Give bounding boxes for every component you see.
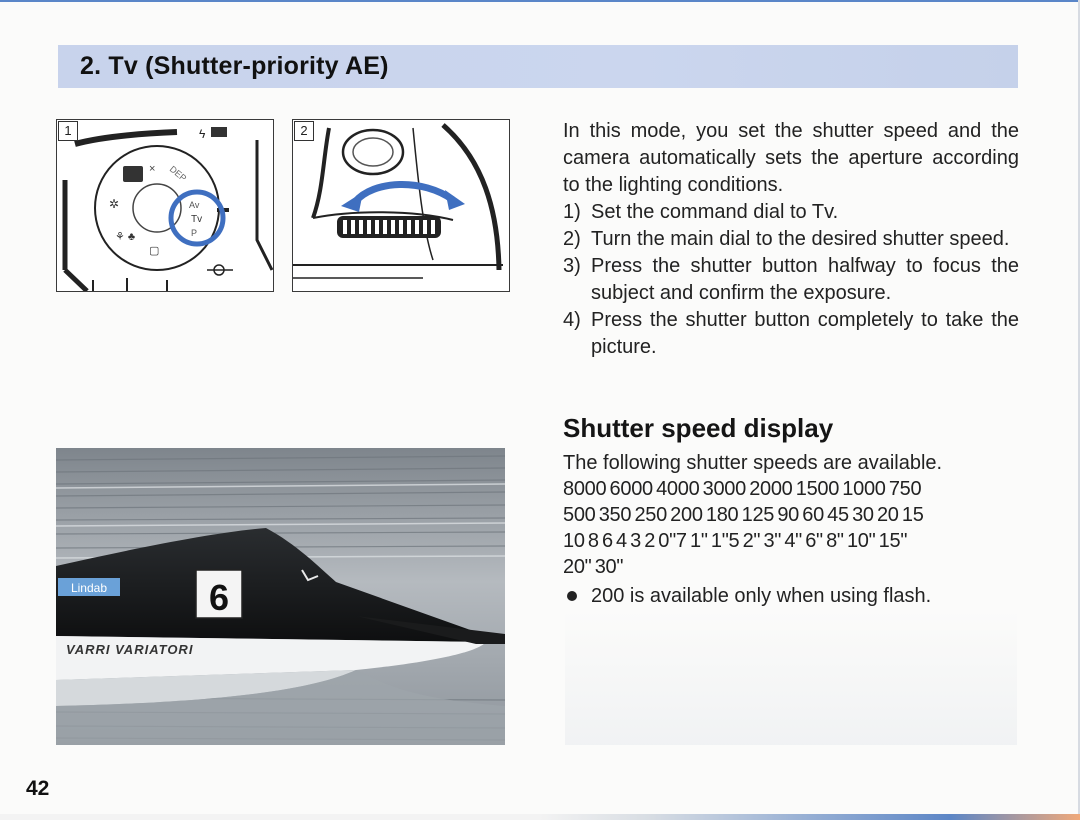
bottom-edge [0, 814, 1080, 820]
step-item: 3) Press the shutter button halfway to focus the subject and confirm the exposure. [563, 255, 1019, 304]
figure-number: 1 [58, 121, 78, 141]
figure-number: 2 [294, 121, 314, 141]
figure-main-dial [292, 119, 510, 292]
dial-tv-mark: Tv [191, 214, 203, 225]
svg-text:✲: ✲ [109, 197, 120, 211]
figure-mode-dial [56, 119, 274, 292]
page-number: 42 [26, 777, 50, 800]
section-header-band [58, 45, 1018, 88]
powerboat-photo [56, 448, 505, 745]
top-border [0, 0, 1080, 2]
svg-text:DEP: DEP [167, 163, 189, 184]
svg-text:ϟ: ϟ [199, 127, 206, 141]
speeds-line: 8000 6000 4000 3000 2000 1500 1000 750 [563, 478, 922, 500]
steps-list [563, 199, 1019, 361]
sponsor-decal: Lindab [70, 581, 108, 595]
speeds-line: 10 8 6 4 3 2 0"7 1" 1"5 2" 3" 4" 6" 8" 10" 15" [563, 530, 908, 552]
main-dial-icon [293, 120, 509, 291]
dial-av-mark: Av [189, 200, 200, 210]
step-item: 1) Set the command dial to Tv. [563, 201, 839, 223]
shutter-speed-heading: Shutter speed display [563, 413, 834, 443]
mode-dial-icon [57, 120, 273, 291]
bullet-icon [567, 591, 577, 601]
hull-lettering: VARRI VARIATORI [66, 642, 194, 657]
page-shade [565, 610, 1017, 745]
instructions-text [563, 118, 1019, 361]
race-number: 6 [208, 577, 230, 618]
speeds-line: 500 350 250 200 180 125 90 60 45 30 20 15 [563, 504, 924, 526]
dial-p-mark: P [191, 228, 198, 238]
section-title: 2. Tv (Shutter-priority AE) [80, 52, 389, 80]
intro-paragraph: In this mode, you set the shutter speed and the camera automatically sets the aperture according to the lighting conditions. [563, 120, 1019, 196]
shutter-speed-list [563, 450, 1019, 609]
speeds-line: 20" 30" [563, 556, 624, 578]
step-item: 2) Turn the main dial to the desired shutter speed. [563, 228, 1010, 250]
svg-text:⚘ ♣: ⚘ ♣ [115, 231, 136, 243]
flash-note: 200 is available only when using flash. [563, 583, 1019, 609]
svg-text:×: × [149, 163, 156, 175]
speeds-lead: The following shutter speeds are available. [563, 452, 943, 474]
step-item: 4) Press the shutter button completely to take the picture. [563, 309, 1019, 358]
svg-text:▢: ▢ [149, 245, 160, 257]
